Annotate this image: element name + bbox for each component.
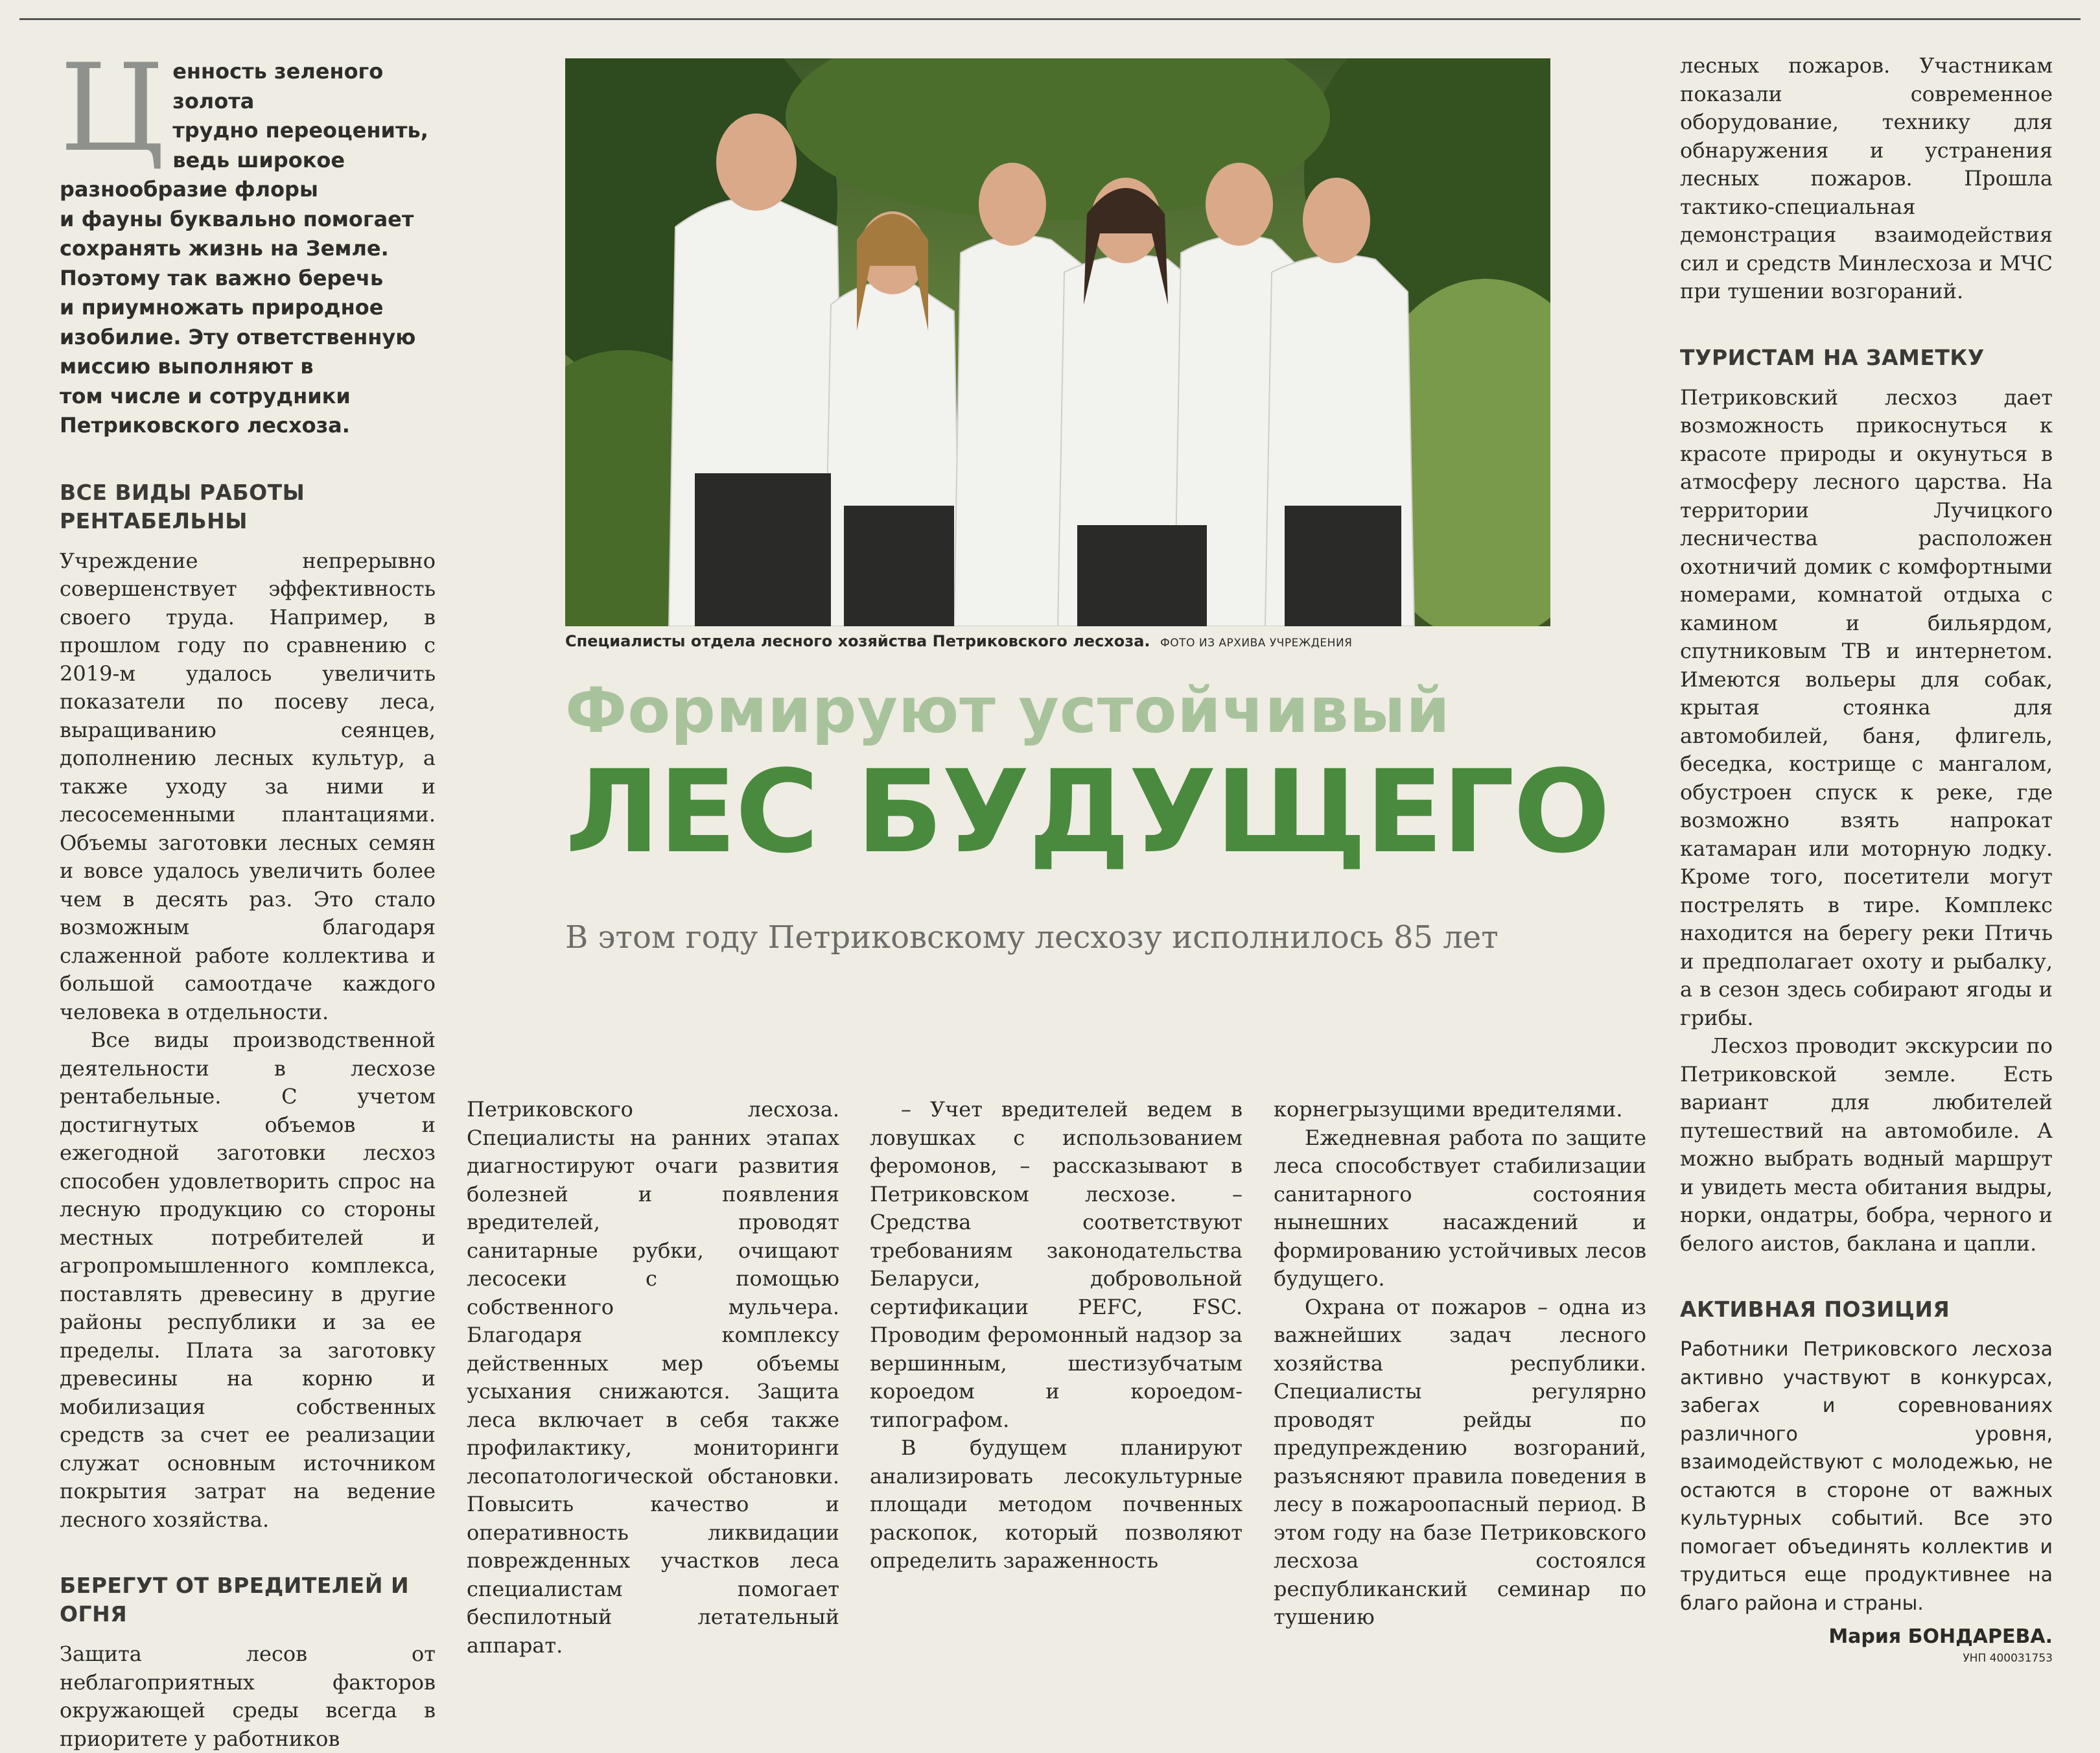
paragraph: Защита лесов от неблагоприятных факторов окружающей среды всегда в приоритете у работников (60, 1641, 436, 1751)
lead-line: ведь широкое (172, 147, 345, 172)
paragraph: – Учет вредителей ведем в ловушках с использованием феромонов, – рассказывают в Петриковском лесхозе. – Средства соответствуют требованиям законодательства Беларуси, добровольной сертификации PEFC, FSC. Проводим феромонный надзор за вершинным, шестизубчатым короедом и короедом-типографом. (870, 1097, 1242, 1432)
paragraph: Учреждение непрерывно совершенствует эффективность своего труда. Например, в прошлом году по сравнению с 2019-м удалось увеличить показатели по посеву леса, выращиванию сеянцев, дополнению лесных культур, а также уходу за ними и лесосеменными плантациями. Объемы заготовки лесных семян и вовсе удалось увеличить более чем в десять раз. Это стало возможным благодаря слаженной работе коллектива и большой самоотдаче каждого человека в отдельности. (60, 548, 436, 1024)
staff-photo (565, 58, 1550, 626)
lead-line: и фауны буквально помогает (60, 206, 414, 231)
author-signature: Мария БОНДАРЕВА. (1828, 1625, 2053, 1648)
section-heading-pests: БЕРЕГУТ ОТ ВРЕДИТЕЛЕЙ И ОГНЯ (60, 1573, 410, 1627)
column-5 (1680, 52, 2053, 1665)
paragraph: корнегрызущими вредителями. (1274, 1097, 1623, 1122)
column-4 (1274, 1096, 1646, 1632)
lead-line: енность зеленого золота (172, 59, 384, 113)
paragraph: Все виды производственной деятельности в лесхозе рентабельные. С учетом достигнутых объемов и ежегодной заготовки лесхоз способен удовлетворить спрос на лесную продукцию со стороны местных потребителей и агропромышленного комплекса, поставлять древесину в другие районы республики и за ее пределы. Плата за заготовку древесины на корню и мобилизация собственных средств за счет ее реализации служат основным источником покрытия затрат на ведение лесного хозяйства. (60, 1028, 436, 1532)
paragraph: Петриковского лесхоза. Специалисты на ранних этапах диагностируют очаги развития болезней и появления вредителей, проводят санитарные рубки, очищают лесосеки с помощью собственного мульчера. Благодаря комплексу действенных мер объемы усыхания снижаются. Защита леса включает в себя также профилактику, мониторинги лесопатологической обстановки. Повысить качество и оперативность ликвидации поврежденных участков леса специалистам помогает беспилотный летательный аппарат. (467, 1097, 839, 1658)
top-rule (19, 18, 2081, 20)
paragraph: Работники Петриковского лесхоза активно участвуют в конкурсах, забегах и соревнованиях различного уровня, взаимодействуют с молодежью, не остаются в стороне от важных культурных событий. Все это помогает объединять коллектив и трудиться еще продуктивнее на благо района и страны. (1680, 1338, 2053, 1615)
photo-caption (565, 632, 1550, 650)
lead-line: Петриковского лесхоза. (60, 413, 350, 438)
lead-paragraph (60, 38, 436, 441)
section-heading-rentable: ВСЕ ВИДЫ РАБОТЫ РЕНТАБЕЛЬНЫ (60, 479, 305, 534)
lead-line: миссию выполняют в (60, 354, 314, 379)
paragraph: Петриковский лесхоз дает возможность прикоснуться к красоте природы и окунуться в атмосферу лесного царства. На территории Лучицкого лесничества расположен охотничий домик с комфортными номерами, комнатой отдыха с камином и бильярдом, спутниковым ТВ и интернетом. Имеются вольеры для собак, крытая стоянка для автомобилей, баня, флигель, беседка, кострище с мангалом, обустроен спуск к реке, где возможно взять напрокат катамаран или моторную лодку. Кроме того, посетители могут пострелять в тире. Комплекс находится на берегу реки Птичь и предполагает охоту и рыбалку, а в сезон здесь собирают ягоды и грибы. (1680, 384, 2053, 1030)
unp-number: УНП 400031753 (1963, 1652, 2053, 1665)
column-3 (870, 1096, 1242, 1575)
drop-cap: Ц (60, 38, 165, 178)
paragraph: Ежедневная работа по защите леса способствует стабилизации санитарного состояния нынешних насаждений и формированию устойчивых лесов будущего. (1274, 1125, 1646, 1291)
paragraph: Лесхоз проводит экскурсии по Петриковской земле. Есть вариант для любителей путешествий на автомобиле. А можно выбрать водный маршрут и увидеть места обитания выдры, норки, ондатры, бобра, черного и белого аистов, баклана и цапли. (1680, 1033, 2053, 1256)
headline-line-1: Формируют устойчивый (565, 674, 1451, 747)
column-1 (60, 38, 436, 1753)
headline-line-2: ЛЕС БУДУЩЕГО (565, 746, 1609, 878)
photo-credit: ФОТО ИЗ АРХИВА УЧРЕЖДЕНИЯ (1160, 637, 1353, 650)
lead-line: сохранять жизнь на Земле. (60, 236, 389, 261)
lead-line: и приумножать природное (60, 295, 384, 320)
lead-line: трудно переоценить, (172, 118, 428, 143)
paragraph: В будущем планируют анализировать лесокультурные площади методом почвенных раскопок, который позволяют определить зараженность (870, 1435, 1242, 1573)
group-photo-illustration (565, 58, 1550, 626)
section-heading-tourists: ТУРИСТАМ НА ЗАМЕТКУ (1680, 344, 1985, 370)
lead-line: Поэтому так важно беречь (60, 265, 384, 290)
caption-text: Специалисты отдела лесного хозяйства Петриковского лесхоза. (565, 632, 1150, 650)
lead-line: разнообразие флоры (60, 177, 318, 202)
headline-subtitle: В этом году Петриковскому лесхозу исполнилось 85 лет (565, 919, 1499, 956)
section-heading-active: АКТИВНАЯ ПОЗИЦИЯ (1680, 1297, 1950, 1322)
paragraph: Охрана от пожаров – одна из важнейших задач лесного хозяйства республики. Специалисты регулярно проводят рейды по предупреждению возгораний, разъясняют правила поведения в лесу в пожароопасный период. В этом году на базе Петриковского лесхоза состоялся республиканский семинар по тушению (1274, 1294, 1646, 1629)
lead-line: изобилие. Эту ответственную (60, 324, 416, 349)
lead-line: том числе и сотрудники (60, 383, 351, 408)
column-2 (467, 1096, 839, 1660)
paragraph: лесных пожаров. Участникам показали современное оборудование, технику для обнаружения и устранения лесных пожаров. Прошла тактико-специальная демонстрация взаимодействия сил и средств Минлесхоза и МЧС при тушении возгораний. (1680, 53, 2053, 303)
